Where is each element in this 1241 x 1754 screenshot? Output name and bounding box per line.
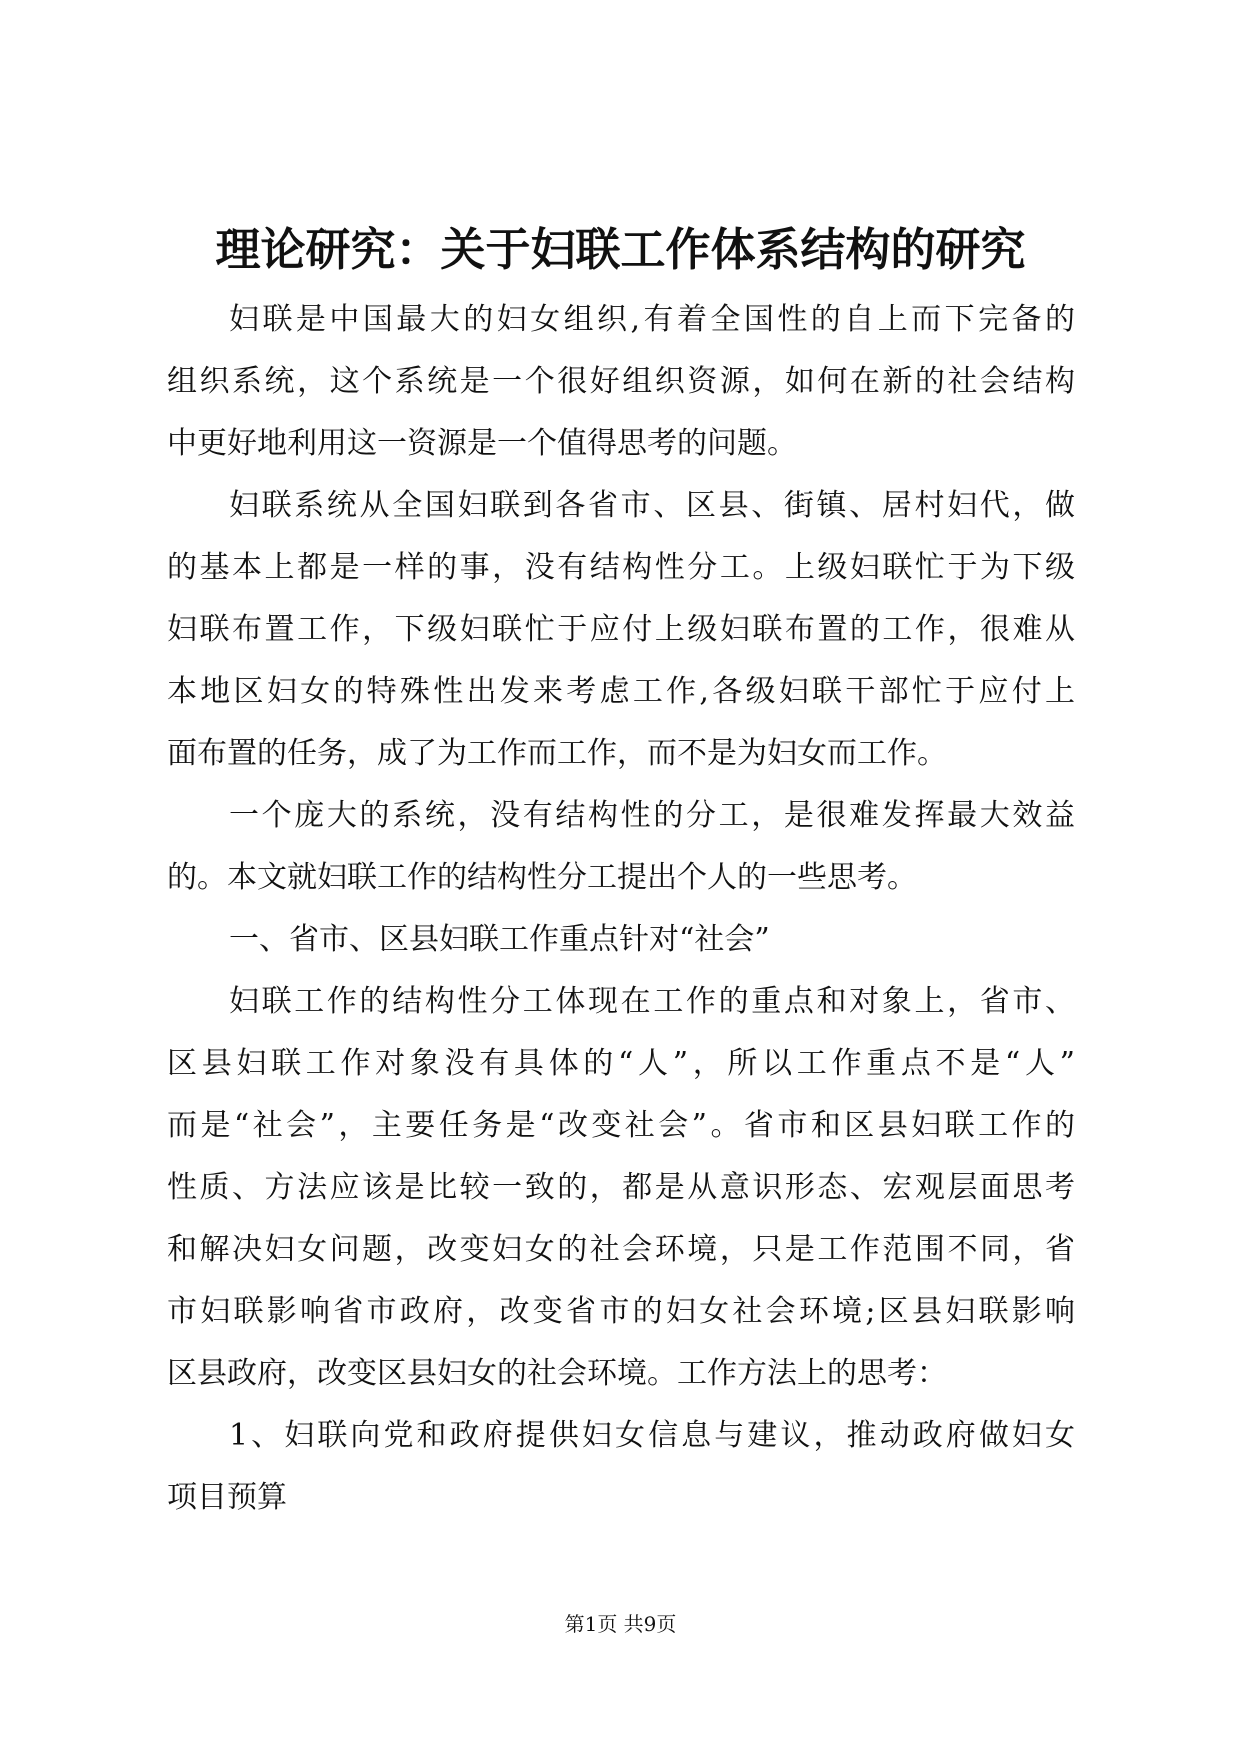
text-line: 组织系统，这个系统是一个很好组织资源，如何在新的社会结构 <box>167 364 1075 399</box>
text-line: 本地区妇女的特殊性出发来考虑工作,各级妇联干部忙于应付上 <box>167 674 1075 709</box>
text-line: 中更好地利用这一资源是一个值得思考的问题。 <box>167 426 797 461</box>
text-line: 区县政府，改变区县妇女的社会环境。工作方法上的思考： <box>167 1356 947 1391</box>
document-body <box>167 289 1075 1529</box>
text-line: 1、妇联向党和政府提供妇女信息与建议，推动政府做妇女 <box>229 1418 1075 1453</box>
paragraph <box>167 785 1075 909</box>
text-line: 的。本文就妇联工作的结构性分工提出个人的一些思考。 <box>167 860 917 895</box>
paragraph <box>167 971 1075 1405</box>
section-heading <box>167 909 1075 971</box>
text-line: 妇联布置工作，下级妇联忙于应付上级妇联布置的工作，很难从 <box>167 612 1075 647</box>
page-number-footer: 第1页 共9页 <box>564 1612 677 1636</box>
text-line: 而是“社会”，主要任务是“改变社会”。省市和区县妇联工作的 <box>167 1108 1075 1143</box>
text-line: 一、省市、区县妇联工作重点针对“社会” <box>229 922 770 957</box>
text-line: 妇联工作的结构性分工体现在工作的重点和对象上，省市、 <box>229 984 1075 1019</box>
text-line: 面布置的任务，成了为工作而工作，而不是为妇女而工作。 <box>167 736 947 771</box>
text-line: 性质、方法应该是比较一致的，都是从意识形态、宏观层面思考 <box>167 1170 1075 1205</box>
text-line: 的基本上都是一样的事，没有结构性分工。上级妇联忙于为下级 <box>167 550 1075 585</box>
paragraph <box>167 1405 1075 1529</box>
text-line: 妇联是中国最大的妇女组织,有着全国性的自上而下完备的 <box>229 302 1075 337</box>
document-title: 理论研究：关于妇联工作体系结构的研究 <box>215 223 1026 276</box>
text-line: 妇联系统从全国妇联到各省市、区县、街镇、居村妇代，做 <box>229 488 1075 523</box>
text-line: 一个庞大的系统，没有结构性的分工，是很难发挥最大效益 <box>229 798 1075 833</box>
paragraph <box>167 475 1075 785</box>
text-line: 区县妇联工作对象没有具体的“人”，所以工作重点不是“人” <box>167 1046 1075 1081</box>
text-line: 项目预算 <box>167 1480 287 1515</box>
text-line: 和解决妇女问题，改变妇女的社会环境，只是工作范围不同，省 <box>167 1232 1075 1267</box>
text-line: 市妇联影响省市政府，改变省市的妇女社会环境;区县妇联影响 <box>167 1294 1075 1329</box>
paragraph <box>167 289 1075 475</box>
